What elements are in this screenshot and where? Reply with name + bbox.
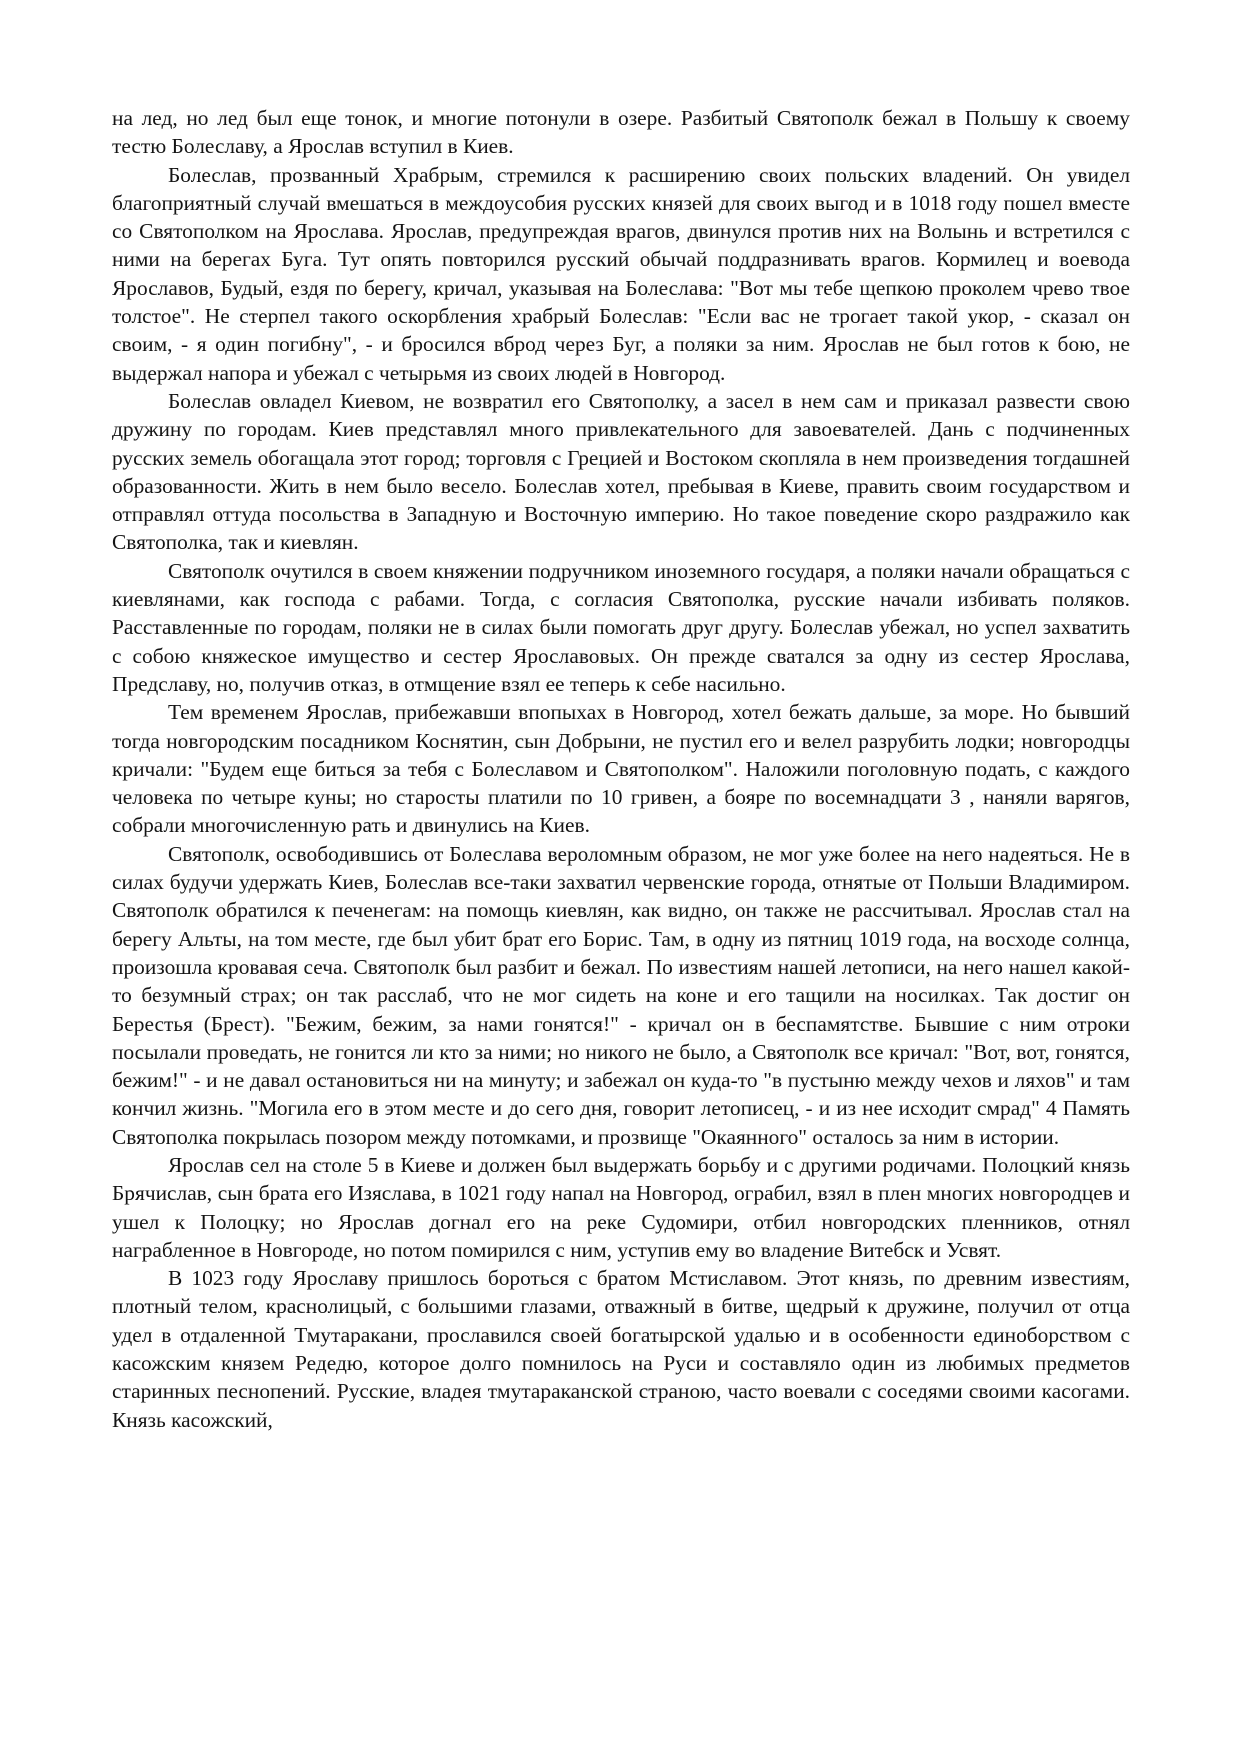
paragraph-1: на лед, но лед был еще тонок, и многие потонули в озере. Разбитый Святополк бежал в Польшу к своему тестю Болеславу, а Ярослав вступил в Киев. <box>112 106 1130 159</box>
paragraph-6: Святополк, освободившись от Болеслава вероломным образом, не мог уже более на него надеяться. Не в силах будучи удержать Киев, Болеслав все-таки захватил червенские города, отнятые от Польши Владимиром. Святополк обратился к печенегам: на помощь киевлян, как видно, он также не рассчитывал. Ярослав стал на берегу Альты, на том месте, где был убит брат его Борис. Там, в одну из пятниц 1019 года, на восходе солнца, произошла кровавая сеча. Святополк был разбит и бежал. По известиям нашей летописи, на него нашел какой-то безумный страх; он так расслаб, что не мог сидеть на коне и его тащили на носилках. Так достиг он Берестья (Брест). "Бежим, бежим, за нами гонятся!" - кричал он в беспамятстве. Бывшие с ним отроки посылали проведать, не гонится ли кто за ними; но никого не было, а Святополк все кричал: "Вот, вот, гонятся, бежим!" - и не давал остановиться ни на минуту; и забежал он куда-то "в пустыню между чехов и ляхов" и там кончил жизнь. "Могила его в этом месте и до сего дня, говорит летописец, - и из нее исходит смрад" 4 Память Святополка покрылась позором между потомками, и прозвище "Окаянного" осталось за ним в истории. <box>112 841 1130 1149</box>
paragraph-4: Святополк очутился в своем княжении подручником иноземного государя, а поляки начали обращаться с киевлянами, как господа с рабами. Тогда, с согласия Святополка, русские начали избивать поляков. Расставленные по городам, поляки не в силах были помогать друг другу. Болеслав убежал, но успел захватить с собою княжеское имущество и сестер Ярославовых. Он прежде сватался за одну из сестер Ярослава, Предславу, но, получив отказ, в отмщение взял ее теперь к себе насильно. <box>112 558 1130 696</box>
paragraph-7: Ярослав сел на столе 5 в Киеве и должен был выдержать борьбу и с другими родичами. Полоцкий князь Брячислав, сын брата его Изяслава, в 1021 году напал на Новгород, ограбил, взял в плен многих новгородцев и ушел к Полоцку; но Ярослав догнал его на реке Судомири, отбил новгородских пленников, отнял награбленное в Новгороде, но потом помирился с ним, уступив ему во владение Витебск и Усвят. <box>112 1152 1130 1262</box>
paragraph-5: Тем временем Ярослав, прибежавши впопыхах в Новгород, хотел бежать дальше, за море. Но бывший тогда новгородским посадником Коснятин, сын Добрыни, не пустил его и велел разрубить лодки; новгородцы кричали: "Будем еще биться за тебя с Болеславом и Святополком". Наложили поголовную подать, с каждого человека по четыре куны; но старосты платили по 10 гривен, а бояре по восемнадцати 3 , наняли варягов, собрали многочисленную рать и двинулись на Киев. <box>112 700 1130 838</box>
paragraph-2: Болеслав, прозванный Храбрым, стремился к расширению своих польских владений. Он увидел благоприятный случай вмешаться в междоусобия русских князей для своих выгод и в 1018 году пошел вместе со Святополком на Ярослава. Ярослав, предупреждая врагов, двинулся против них на Волынь и встретился с ними на берегах Буга. Тут опять повторился русский обычай поддразнивать врагов. Кормилец и воевода Ярославов, Будый, ездя по берегу, кричал, указывая на Болеслава: "Вот мы тебе щепкою проколем чрево твое толстое". Не стерпел такого оскорбления храбрый Болеслав: "Если вас не трогает такой укор, - сказал он своим, - я один погибну", - и бросился вброд через Буг, а поляки за ним. Ярослав не был готов к бою, не выдержал напора и убежал с четырьмя из своих людей в Новгород. <box>112 162 1130 385</box>
paragraph-8: В 1023 году Ярославу пришлось бороться с братом Мстиславом. Этот князь, по древним известиям, плотный телом, краснолицый, с большими глазами, отважный в битве, щедрый к дружине, получил от отца удел в отдаленной Тмутаракани, прославился своей богатырской удалью и в особенности единоборством с касожским князем Редедю, которое долго помнилось на Руси и составляло один из любимых предметов старинных песнопений. Русские, владея тмутараканской страною, часто воевали с соседями своими касогами. Князь касожский, <box>112 1266 1130 1432</box>
paragraph-3: Болеслав овладел Киевом, не возвратил его Святополку, а засел в нем сам и приказал развести свою дружину по городам. Киев представлял много привлекательного для завоевателей. Дань с подчиненных русских земель обогащала этот город; торговля с Грецией и Востоком скопляла в нем произведения тогдашней образованности. Жить в нем было весело. Болеслав хотел, пребывая в Киеве, править своим государством и отправлял оттуда посольства в Западную и Восточную империю. Но такое поведение скоро раздражило как Святополка, так и киевлян. <box>112 388 1130 555</box>
document-page <box>112 104 1130 1434</box>
